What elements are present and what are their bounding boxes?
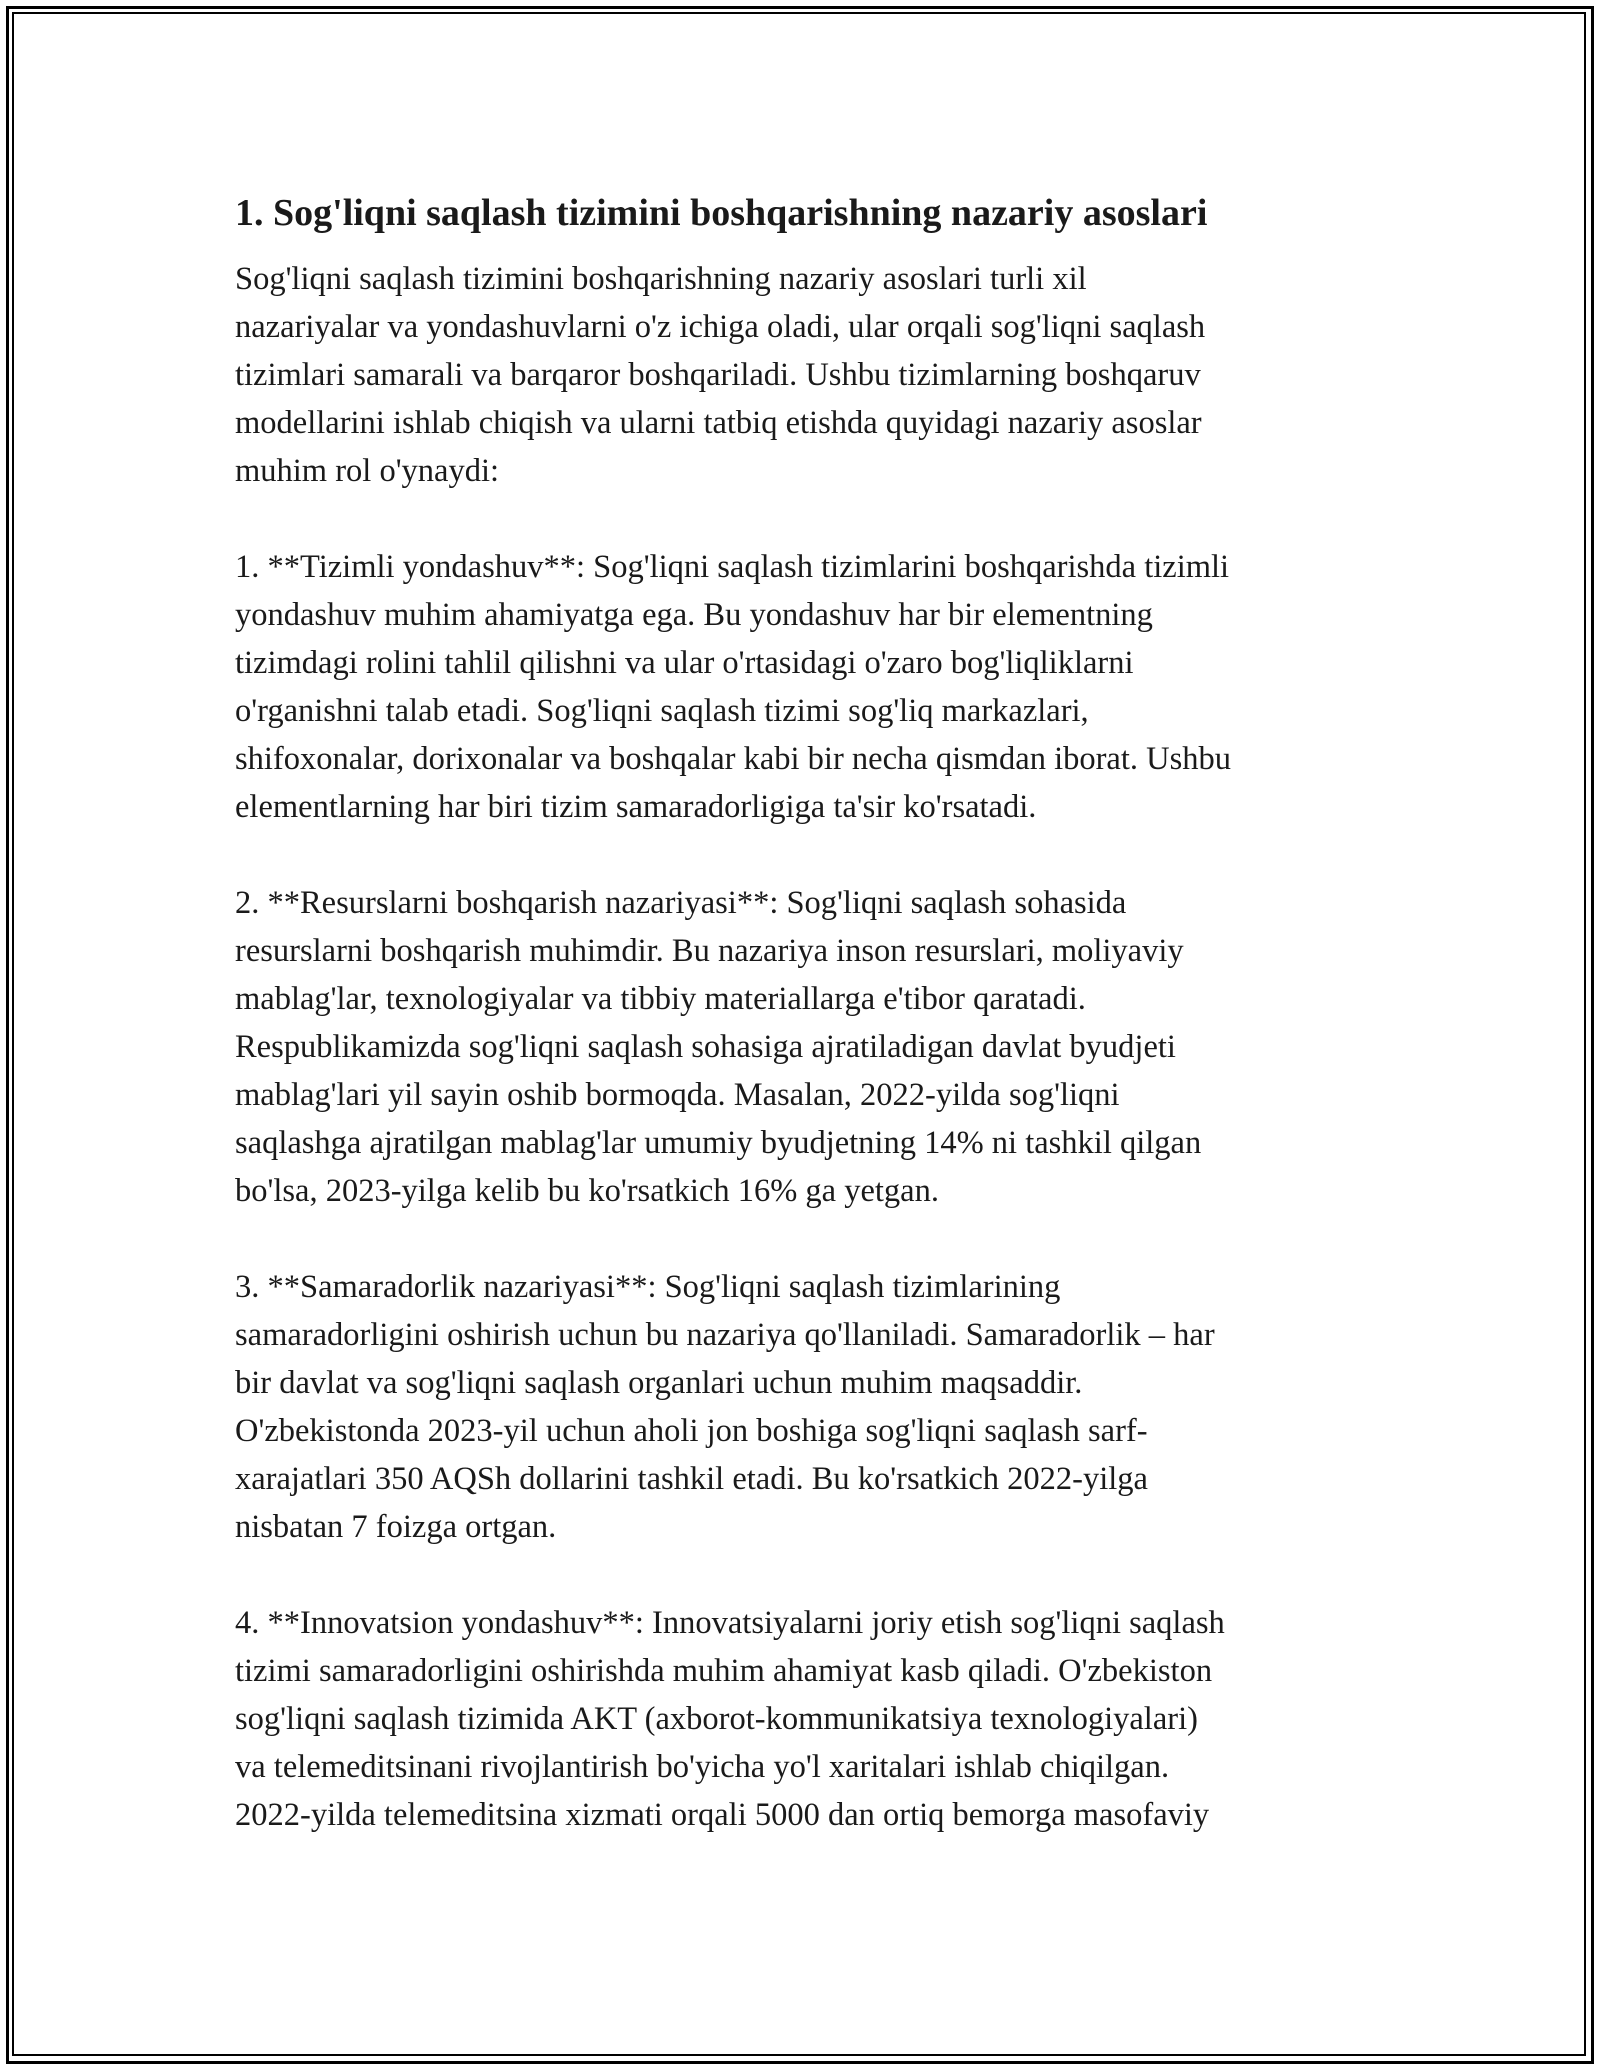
paragraph-line: mablag'lar, texnologiyalar va tibbiy materiallarga e'tibor qaratadi. — [235, 981, 1086, 1017]
item-4-paragraph — [235, 1599, 1385, 1839]
paragraph-line: sog'liqni saqlash tizimida AKT (axborot-kommunikatsiya texnologiyalari) — [235, 1701, 1198, 1737]
item-1-paragraph — [235, 543, 1385, 831]
paragraph-line: xarajatlari 350 AQSh dollarini tashkil etadi. Bu ko'rsatkich 2022-yilga — [235, 1461, 1148, 1497]
paragraph-line: o'rganishni talab etadi. Sog'liqni saqlash tizimi sog'liq markazlari, — [235, 693, 1089, 729]
paragraph-line: samaradorligini oshirish uchun bu nazariya qo'llaniladi. Samaradorlik – har — [235, 1317, 1215, 1353]
paragraph-line: muhim rol o'ynaydi: — [235, 453, 500, 489]
paragraph-line: 3. **Samaradorlik nazariyasi**: Sog'liqni saqlash tizimlarining — [235, 1269, 1061, 1305]
item-2-paragraph — [235, 879, 1385, 1215]
paragraph-line: yondashuv muhim ahamiyatga ega. Bu yondashuv har bir elementning — [235, 597, 1153, 633]
paragraph-line: 1. **Tizimli yondashuv**: Sog'liqni saqlash tizimlarini boshqarishda tizimli — [235, 549, 1230, 585]
paragraph-line: shifoxonalar, dorixonalar va boshqalar kabi bir necha qismdan iborat. Ushbu — [235, 741, 1231, 777]
paragraph-line: Respublikamizda sog'liqni saqlash sohasiga ajratiladigan davlat byudjeti — [235, 1029, 1176, 1065]
paragraph-line: tizimlari samarali va barqaror boshqariladi. Ushbu tizimlarning boshqaruv — [235, 357, 1201, 393]
section-title: 1. Sog'liqni saqlash tizimini boshqarishning nazariy asoslari — [235, 192, 1208, 234]
paragraph-line: nazariyalar va yondashuvlarni o'z ichiga oladi, ular orqali sog'liqni saqlash — [235, 309, 1206, 345]
paragraph-line: bir davlat va sog'liqni saqlash organlari uchun muhim maqsaddir. — [235, 1365, 1083, 1401]
paragraph-line: O'zbekistonda 2023-yil uchun aholi jon boshiga sog'liqni saqlash sarf- — [235, 1413, 1148, 1449]
paragraph-line: tizimdagi rolini tahlil qilishni va ular o'rtasidagi o'zaro bog'liqliklarni — [235, 645, 1134, 681]
paragraph-line: nisbatan 7 foizga ortgan. — [235, 1509, 557, 1545]
paragraph-line: elementlarning har biri tizim samaradorligiga ta'sir ko'rsatadi. — [235, 789, 1037, 825]
item-3-paragraph — [235, 1263, 1385, 1551]
intro-paragraph — [235, 255, 1385, 495]
paragraph-line: va telemeditsinani rivojlantirish bo'yicha yo'l xaritalari ishlab chiqilgan. — [235, 1749, 1170, 1785]
paragraph-line: resurslarni boshqarish muhimdir. Bu nazariya inson resurslari, moliyaviy — [235, 933, 1184, 969]
paragraph-line: Sog'liqni saqlash tizimini boshqarishning nazariy asoslari turli xil — [235, 261, 1087, 297]
paragraph-line: bo'lsa, 2023-yilga kelib bu ko'rsatkich 16% ga yetgan. — [235, 1173, 939, 1209]
document-body — [235, 185, 1385, 1887]
paragraph-line: mablag'lari yil sayin oshib bormoqda. Masalan, 2022-yilda sog'liqni — [235, 1077, 1120, 1113]
paragraph-line: 4. **Innovatsion yondashuv**: Innovatsiyalarni joriy etish sog'liqni saqlash — [235, 1605, 1225, 1641]
paragraph-line: 2022-yilda telemeditsina xizmati orqali 5000 dan ortiq bemorga masofaviy — [235, 1797, 1210, 1833]
paragraph-line: 2. **Resurslarni boshqarish nazariyasi**: Sog'liqni saqlash sohasida — [235, 885, 1127, 921]
paragraph-line: saqlashga ajratilgan mablag'lar umumiy byudjetning 14% ni tashkil qilgan — [235, 1125, 1202, 1161]
paragraph-line: modellarini ishlab chiqish va ularni tatbiq etishda quyidagi nazariy asoslar — [235, 405, 1202, 441]
paragraph-line: tizimi samaradorligini oshirishda muhim ahamiyat kasb qiladi. O'zbekiston — [235, 1653, 1213, 1689]
